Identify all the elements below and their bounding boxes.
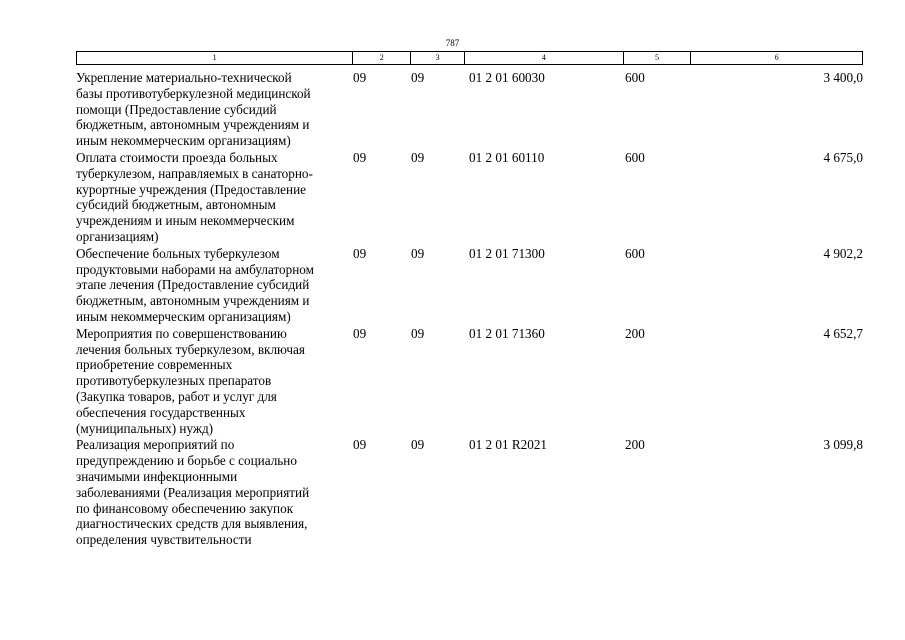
page-number: 787 <box>445 38 460 48</box>
row-section: 09 <box>353 437 367 453</box>
row-subsection: 09 <box>411 149 425 165</box>
table-header <box>76 51 863 65</box>
column-header-3: 3 <box>411 52 465 64</box>
row-target-code: 01 2 01 71360 <box>469 325 545 341</box>
row-subsection: 09 <box>411 437 425 453</box>
row-section: 09 <box>353 70 367 85</box>
column-header-1: 1 <box>77 52 353 64</box>
table-row <box>76 326 863 437</box>
row-name: Укрепление материально-технической базы противотуберкулезной медицинской помощи (Предоставление субсидий бюджетным, автономным учреждениям и иным некоммерческим организациям) <box>76 70 311 149</box>
table-row <box>76 437 863 548</box>
row-section: 09 <box>353 325 367 341</box>
table-body <box>76 70 863 549</box>
row-subsection: 09 <box>411 325 425 341</box>
row-amount: 4 902,2 <box>823 245 863 261</box>
row-expense-type: 600 <box>625 245 645 261</box>
row-subsection: 09 <box>411 70 425 85</box>
row-name: Оплата стоимости проезда больных туберкулезом, направляемых в санаторно- курортные учреждения (Предоставление субсидий бюджетным, автономным учреждениям и иным некоммерческим организациям) <box>76 149 313 244</box>
row-name: Реализация мероприятий по предупреждению и борьбе с социально значимыми инфекционными заболеваниями (Реализация мероприятий по финансовому обеспечению закупок диагностических средств для выявления, определения чувствительности <box>76 437 310 548</box>
row-section: 09 <box>353 245 367 261</box>
column-header-6: 6 <box>774 53 779 62</box>
row-amount: 3 400,0 <box>823 70 863 85</box>
row-subsection: 09 <box>411 245 425 261</box>
column-header-2: 2 <box>353 52 411 64</box>
row-target-code: 01 2 01 60110 <box>469 149 545 165</box>
row-target-code: 01 2 01 71300 <box>469 245 545 261</box>
row-expense-type: 200 <box>625 437 645 453</box>
row-name: Обеспечение больных туберкулезом продуктовыми наборами на амбулаторном этапе лечения (Предоставление субсидий бюджетным, автономным учреждениям и иным некоммерческим организациям) <box>76 245 314 324</box>
row-amount: 4 675,0 <box>823 149 863 165</box>
table-row <box>76 246 863 325</box>
row-expense-type: 200 <box>625 325 645 341</box>
row-name: Мероприятия по совершенствованию лечения больных туберкулезом, включая приобретение современных противотуберкулезных препаратов (Закупка товаров, работ и услуг для обеспечения государственных (муниципальных) нужд) <box>76 325 305 436</box>
row-expense-type: 600 <box>625 70 645 85</box>
row-target-code: 01 2 01 60030 <box>469 70 545 85</box>
row-target-code: 01 2 01 R2021 <box>469 437 548 453</box>
column-header-4: 4 <box>465 52 624 64</box>
table-row <box>76 70 863 149</box>
column-header-5: 5 <box>624 52 692 64</box>
row-expense-type: 600 <box>625 149 645 165</box>
row-amount: 4 652,7 <box>823 325 863 341</box>
table-row <box>76 150 863 245</box>
row-section: 09 <box>353 149 367 165</box>
row-amount: 3 099,8 <box>823 437 863 453</box>
